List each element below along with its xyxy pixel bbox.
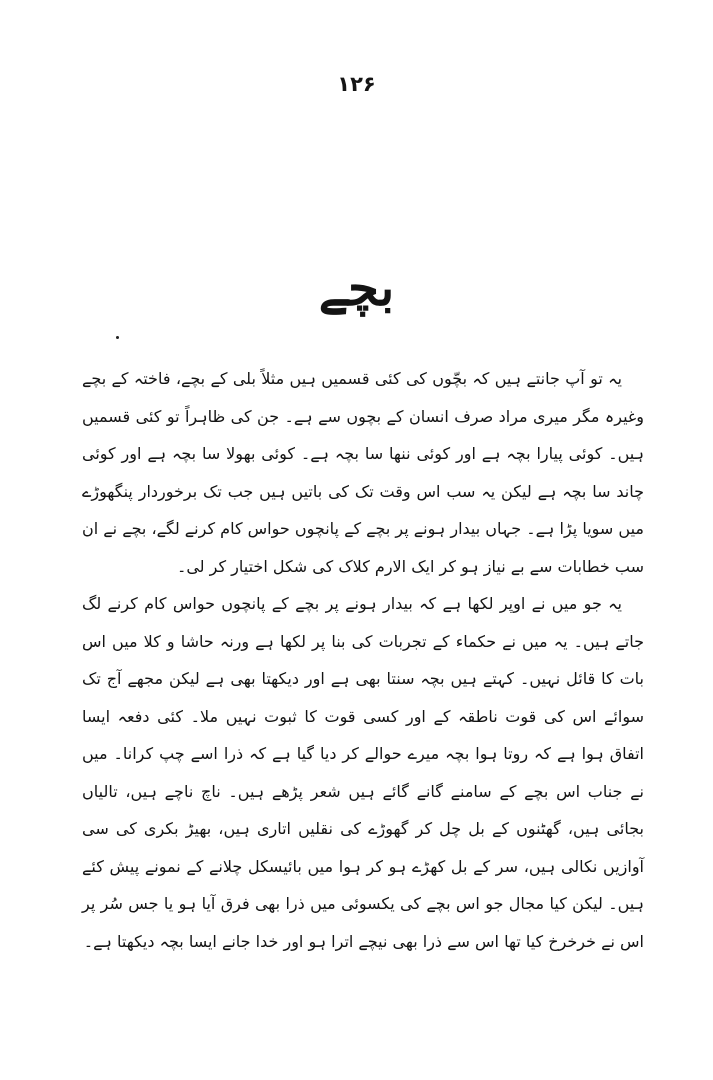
chapter-title: بچے <box>318 258 395 317</box>
body-text <box>82 360 644 960</box>
page-number: ۱۲۶ <box>337 72 376 96</box>
ink-dot-mark <box>116 336 119 339</box>
paragraph-2: یہ جو میں نے اوپر لکھا ہے کہ بیدار ہونے پر بچے کے پانچوں حواس کام کرنے لگ جاتے ہیں۔ یہ میں نے حکماء کے تجربات کی بنا پر لکھا ہے ورنہ حاشا و کلا میں اس بات کا قائل نہیں۔ کہتے ہیں بچہ سنتا بھی ہے اور دیکھتا بھی ہے لیکن مجھے آج تک سوائے اس کی قوت ناطقہ کے اور کسی قوت کا ثبوت نہیں ملا۔ کئی دفعہ ایسا اتفاق ہوا ہے کہ روتا ہوا بچہ میرے حوالے کر دیا گیا ہے کہ ذرا اسے چپ کرانا۔ میں نے جناب اس بچے کے سامنے گانے گائے ہیں شعر پڑھے ہیں۔ ناچ ناچے ہیں، تالیاں بجائی ہیں، گھٹنوں کے بل چل کر گھوڑے کی نقلیں اتاری ہیں، بھیڑ بکری کی سی آوازیں نکالی ہیں، سر کے بل کھڑے ہو کر ہوا میں بائیسکل چلانے کے نمونے پیش کئے ہیں۔ لیکن کیا مجال جو اس بچے کی یکسوئی میں ذرا بھی فرق آیا ہو یا جس سُر پر اس نے خرخرخ کیا تھا اس سے ذرا بھی نیچے اترا ہو اور خدا جانے ایسا بچہ دیکھتا ہے۔ <box>82 594 644 951</box>
paragraph-1: یہ تو آپ جانتے ہیں کہ بچّوں کی کئی قسمیں ہیں مثلاً بلی کے بچے، فاختہ کے بچے وغیرہ مگر میری مراد صرف انسان کے بچوں سے ہے۔ جن کی ظاہراً تو کئی قسمیں ہیں۔ کوئی پیارا بچہ ہے اور کوئی ننھا سا بچہ ہے۔ کوئی بھولا سا بچہ ہے اور کوئی چاند سا بچہ ہے لیکن یہ سب اس وقت تک کی باتیں ہیں جب تک برخوردار پنگھوڑے میں سویا پڑا ہے۔ جہاں بیدار ہونے پر بچے کے پانچوں حواس کام کرنے لگے، بچے نے ان سب خطابات سے بے نیاز ہو کر ایک الارم کلاک کی شکل اختیار کر لی۔ <box>82 369 644 576</box>
